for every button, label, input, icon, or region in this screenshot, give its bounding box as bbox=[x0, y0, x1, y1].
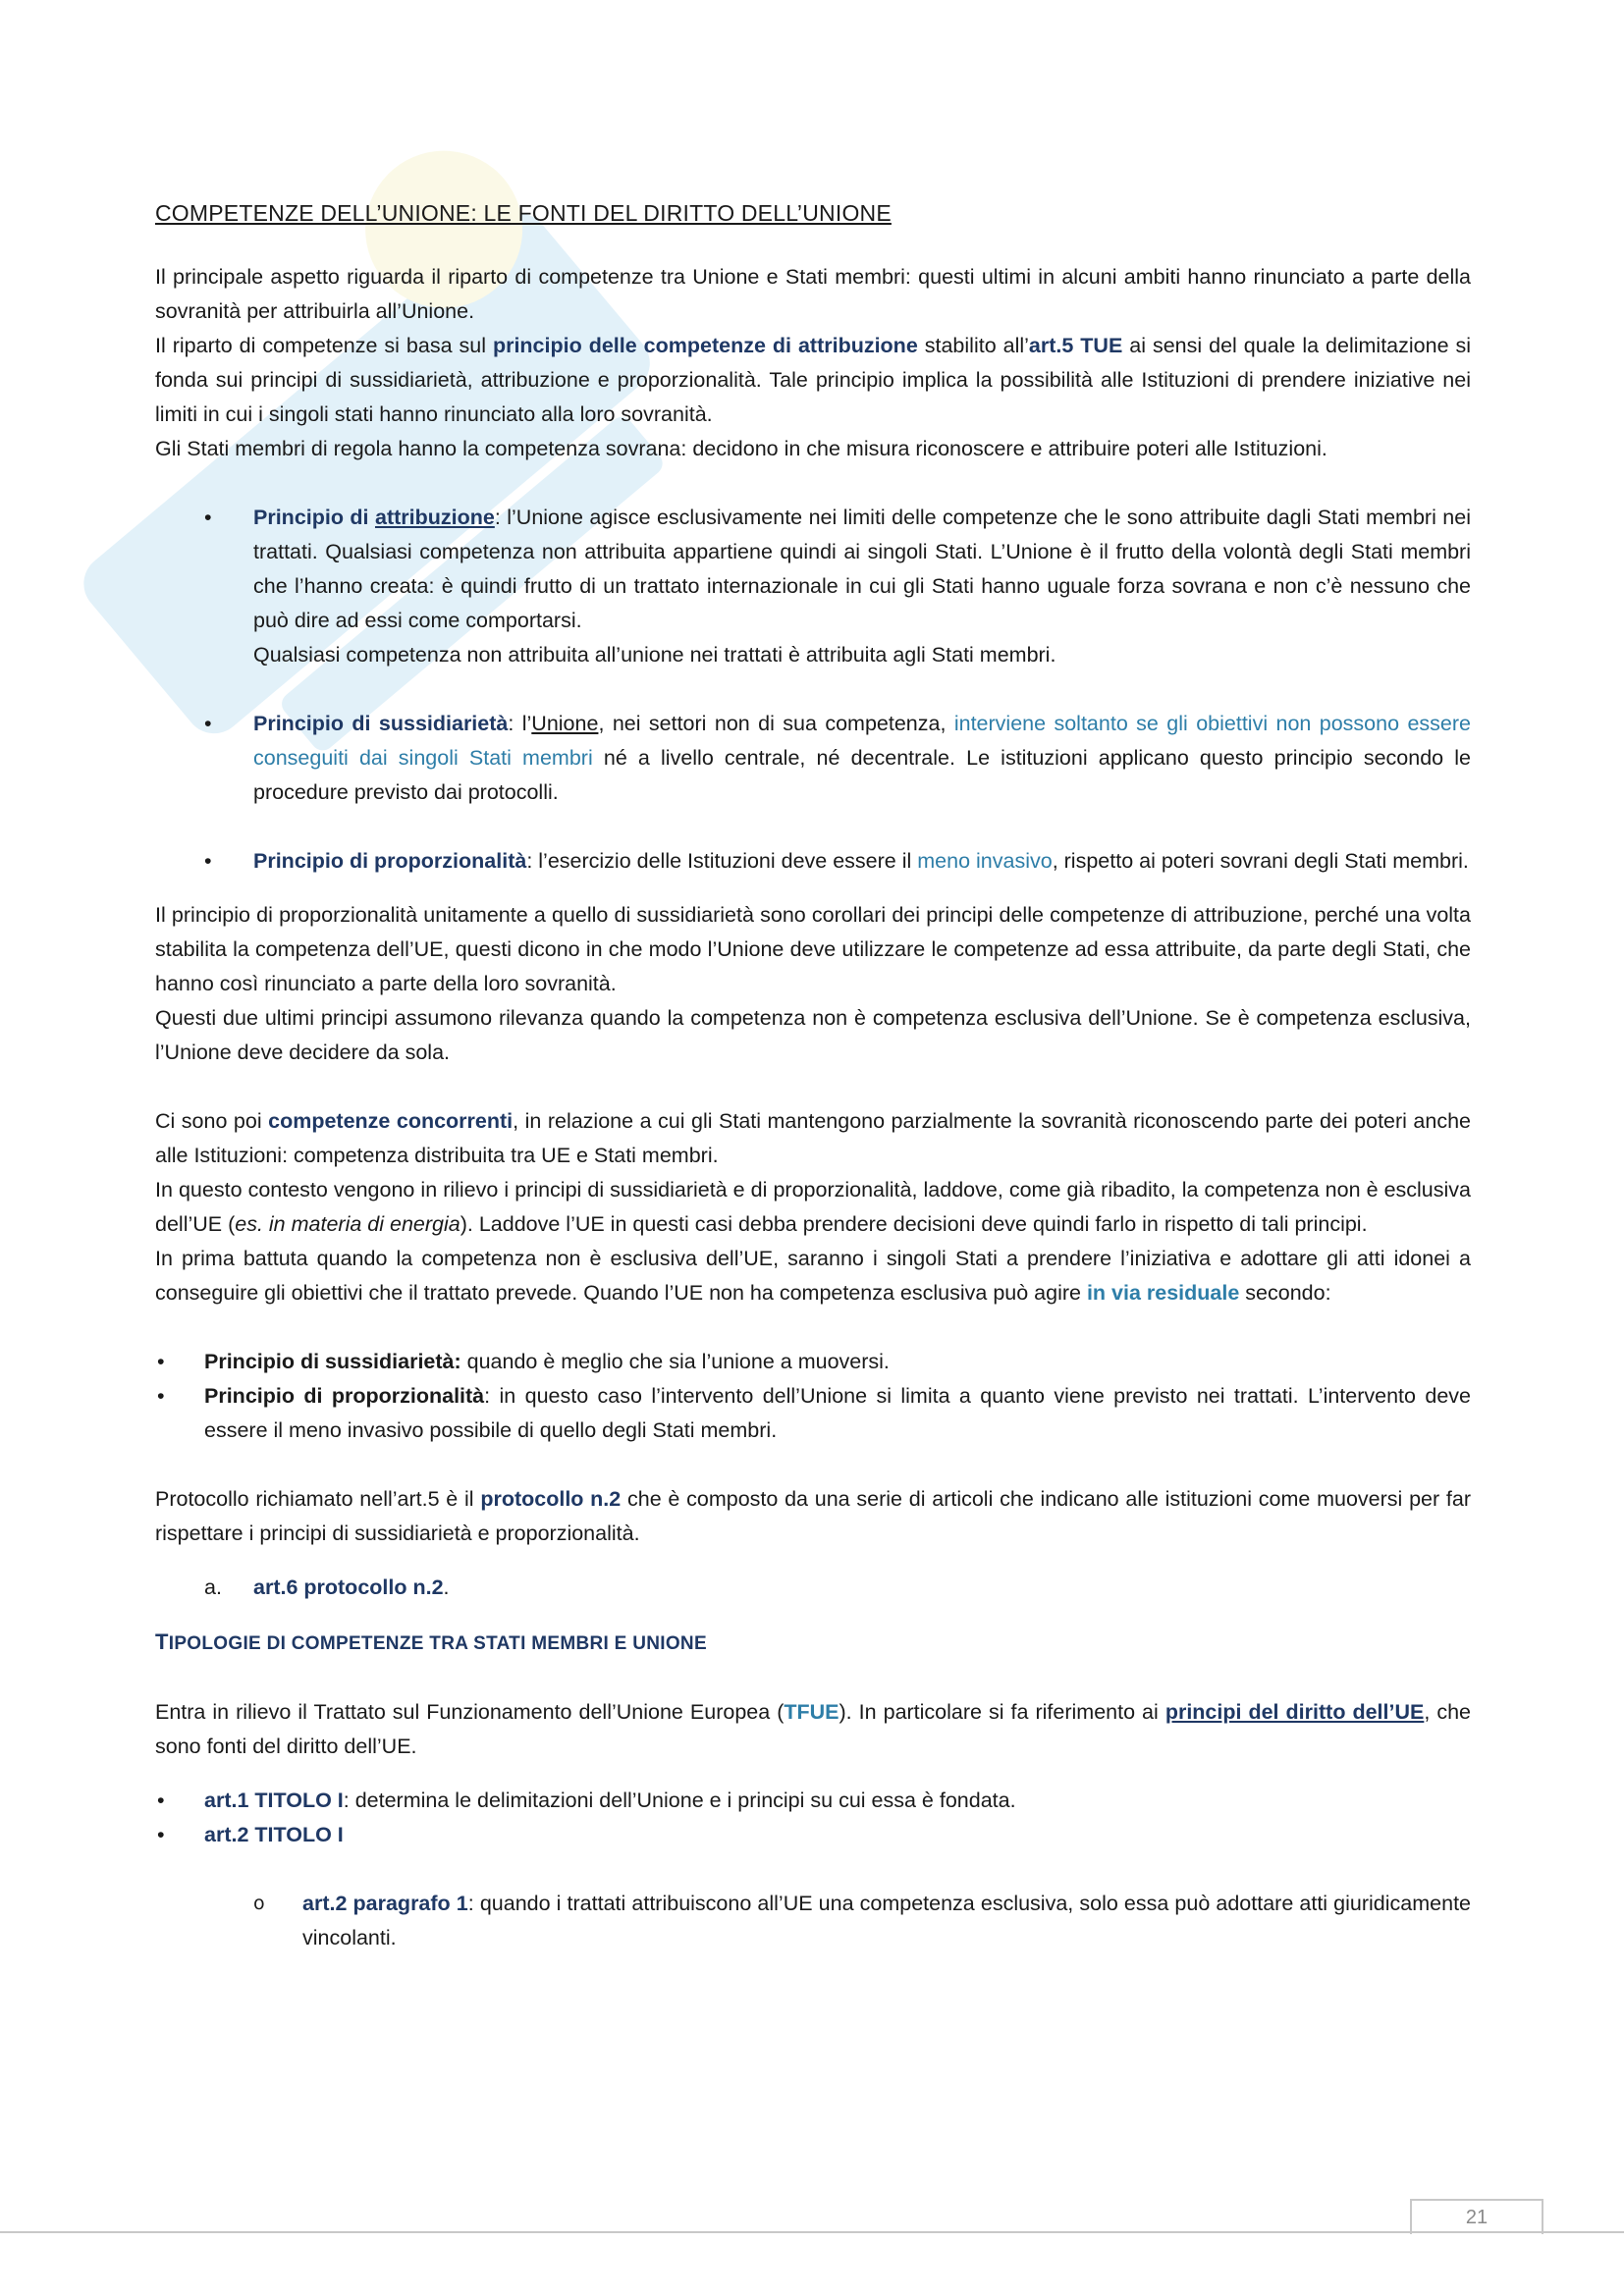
bullet-icon: • bbox=[204, 849, 212, 873]
text-run: In prima battuta quando la competenza non è esclusiva dell’UE, saranno i singoli Stati a prendere l’iniziativa e adottare gli atti idonei a conseguire gli obiettivi che il trattato prevede. Quando l’UE non ha competenza esclusiva può agire bbox=[155, 1247, 1471, 1305]
text-run: In questo contesto vengono in rilievo i principi di sussidiarietà e di proporzionalità, laddove, come già ribadito, la competenza non è esclusiva dell’UE ( bbox=[155, 1178, 1471, 1236]
text-run: : l’esercizio delle Istituzioni deve essere il bbox=[526, 849, 918, 873]
text-run: Unione bbox=[531, 712, 599, 735]
intro-paragraph-1: Il principale aspetto riguarda il riparto di competenze tra Unione e Stati membri: questi ultimi in alcuni ambiti hanno rinunciato a parte della sovranità per attribuirla all’Unione. bbox=[155, 265, 1471, 323]
highlight: art.6 protocollo n.2 bbox=[253, 1575, 444, 1599]
label: Principio di sussidiarietà: bbox=[204, 1350, 461, 1373]
page-number: 21 bbox=[1410, 2199, 1543, 2234]
body-paragraph-4: Il principio di proporzionalità unitamente a quello di sussidiarietà sono corollari dei principi delle competenze di attribuzione, perché una volta stabilita la competenza dell’UE, questi dicono in che modo l’Unione deve utilizzare le competenze ad essa attribuite, da parte degli Stati, che hanno così rinunciato a parte della loro sovranità. bbox=[155, 903, 1471, 995]
text-run: : l’Unione agisce esclusivamente nei limiti delle competenze che le sono attribuite dagli Stati membri nei trattati. Qualsiasi competenza non attribuita appartiene quindi ai singoli Stati. L’Unione è il frutto della volontà degli Stati membri che l’hanno creata: è quindi frutto di un trattato internazionale in cui gli Stati hanno uguale forza sovrana e non c’è nessuno che può dire ad essi come comportarsi. bbox=[253, 506, 1471, 632]
footer-divider bbox=[0, 2231, 1624, 2233]
text-run: , nei settori non di sua competenza, bbox=[598, 712, 954, 735]
text-run: Il riparto di competenze si basa sul bbox=[155, 334, 493, 357]
bullet-icon: • bbox=[157, 1350, 165, 1373]
label: Principio di proporzionalità bbox=[253, 849, 527, 873]
body-paragraph-8 bbox=[155, 1242, 1471, 1310]
protocol-paragraph bbox=[155, 1482, 1471, 1551]
list-item bbox=[155, 1345, 1471, 1379]
text-run: ). Laddove l’UE in questi casi debba prendere decisioni deve quindi farlo in rispetto di tali principi. bbox=[460, 1212, 1368, 1236]
text-run: stabilito all’ bbox=[917, 334, 1029, 357]
example-text: es. in materia di energia bbox=[235, 1212, 460, 1236]
text-run: . bbox=[443, 1575, 450, 1599]
section2-paragraph bbox=[155, 1695, 1471, 1764]
highlight: meno invasivo bbox=[917, 849, 1053, 873]
label: art.2 TITOLO I bbox=[204, 1823, 344, 1846]
document-page bbox=[155, 196, 1471, 1955]
heading-text: IPOLOGIE DI COMPETENZE TRA STATI MEMBRI E UNIONE bbox=[168, 1633, 707, 1654]
text-run: Entra in rilievo il Trattato sul Funzionamento dell’Unione Europea ( bbox=[155, 1700, 785, 1724]
text-run: : quando i trattati attribuiscono all’UE una competenza esclusiva, solo essa può adottare atti giuridicamente vincolanti. bbox=[302, 1892, 1471, 1949]
page-title: COMPETENZE DELL’UNIONE: LE FONTI DEL DIRITTO DELL’UNIONE bbox=[155, 200, 892, 226]
titolo-list bbox=[155, 1784, 1471, 1852]
text-run: che è composto da una serie di articoli che indicano alle istituzioni come muoversi per far rispettare i principi di sussidiarietà e proporzionalità. bbox=[155, 1487, 1471, 1545]
text-run: ai sensi del quale la delimitazione si fonda sui principi di sussidiarietà, attribuzione e proporzionalità. Tale principio implica la possibilità alle Istituzioni di prendere iniziative nei limiti in cui i singoli stati hanno rinunciato alla loro sovranità. bbox=[155, 334, 1472, 426]
principles-list bbox=[155, 501, 1471, 879]
list-item bbox=[155, 1379, 1471, 1448]
intro-paragraph-2 bbox=[155, 329, 1471, 432]
bullet-icon: • bbox=[157, 1384, 165, 1408]
heading-initial: T bbox=[155, 1629, 169, 1654]
label: Principio di sussidiarietà bbox=[253, 712, 509, 735]
label: attribuzione bbox=[374, 506, 495, 529]
label: art.1 TITOLO I bbox=[204, 1789, 344, 1812]
text-run: secondo: bbox=[1239, 1281, 1331, 1305]
highlight: competenze concorrenti bbox=[268, 1109, 514, 1133]
list-item bbox=[155, 844, 1471, 879]
text-run: Protocollo richiamato nell’art.5 è il bbox=[155, 1487, 481, 1511]
list-item bbox=[155, 501, 1471, 672]
label: Principio di proporzionalità bbox=[204, 1384, 485, 1408]
list-item bbox=[155, 1818, 1471, 1852]
highlight: protocollo n.2 bbox=[480, 1487, 622, 1511]
section-heading bbox=[155, 1625, 1471, 1661]
residual-list bbox=[155, 1345, 1471, 1448]
body-paragraph-6 bbox=[155, 1104, 1471, 1173]
label: art.2 paragrafo 1 bbox=[302, 1892, 468, 1915]
text-run: Qualsiasi competenza non attribuita all’unione nei trattati è attribuita agli Stati membri. bbox=[253, 643, 1056, 667]
text-run: , che sono fonti del diritto dell’UE. bbox=[155, 1700, 1471, 1758]
spacer bbox=[155, 810, 1471, 844]
text-run: : in questo caso l’intervento dell’Unione si limita a quanto viene previsto nei trattati. L’intervento deve essere il meno invasivo possibile di quello degli Stati membri. bbox=[204, 1384, 1471, 1442]
protocol-subitem bbox=[155, 1571, 1471, 1605]
text-run: : determina le delimitazioni dell’Unione e i principi su cui essa è fondata. bbox=[343, 1789, 1016, 1812]
bullet-icon: • bbox=[157, 1789, 165, 1812]
text-run: quando è meglio che sia l’unione a muoversi. bbox=[460, 1350, 890, 1373]
highlight-attribution: principio delle competenze di attribuzione bbox=[492, 334, 918, 357]
text-run: , in relazione a cui gli Stati mantengono parzialmente la sovranità riconoscendo parte dei poteri anche alle Istituzioni: competenza distribuita tra UE e Stati membri. bbox=[155, 1109, 1472, 1167]
list-item bbox=[155, 1887, 1471, 1955]
text-run: ). In particolare si fa riferimento ai bbox=[839, 1700, 1165, 1724]
body-paragraph-5: Questi due ultimi principi assumono rilevanza quando la competenza non è competenza esclusiva dell’Unione. Se è competenza esclusiva, l’Unione deve decidere da sola. bbox=[155, 1006, 1471, 1064]
label: Principio di bbox=[253, 506, 375, 529]
spacer bbox=[155, 672, 1471, 707]
text-run: , rispetto ai poteri sovrani degli Stati membri. bbox=[1052, 849, 1469, 873]
intro-paragraph-3: Gli Stati membri di regola hanno la competenza sovrana: decidono in che misura riconoscere e attribuire poteri alle Istituzioni. bbox=[155, 437, 1327, 460]
highlight: TFUE bbox=[784, 1700, 839, 1724]
highlight: principi del diritto dell’UE bbox=[1164, 1700, 1425, 1724]
list-item bbox=[155, 707, 1471, 810]
bullet-icon: • bbox=[157, 1823, 165, 1846]
paragraph-sublist bbox=[155, 1887, 1471, 1955]
highlight: interviene soltanto se gli obiettivi non possono essere conseguiti dai singoli Stati membri bbox=[253, 712, 1471, 770]
list-marker: a. bbox=[204, 1575, 222, 1599]
body-paragraph-7 bbox=[155, 1173, 1471, 1242]
bullet-icon: • bbox=[204, 712, 212, 735]
highlight-art5: art.5 TUE bbox=[1028, 334, 1123, 357]
highlight: in via residuale bbox=[1086, 1281, 1240, 1305]
list-item bbox=[155, 1784, 1471, 1818]
text-run: : l’ bbox=[508, 712, 532, 735]
text-run: Ci sono poi bbox=[155, 1109, 269, 1133]
text-run: né a livello centrale, né decentrale. Le istituzioni applicano questo principio secondo le procedure previsto dai protocolli. bbox=[253, 746, 1471, 804]
circle-bullet-icon: o bbox=[253, 1893, 265, 1914]
bullet-icon: • bbox=[204, 506, 212, 529]
